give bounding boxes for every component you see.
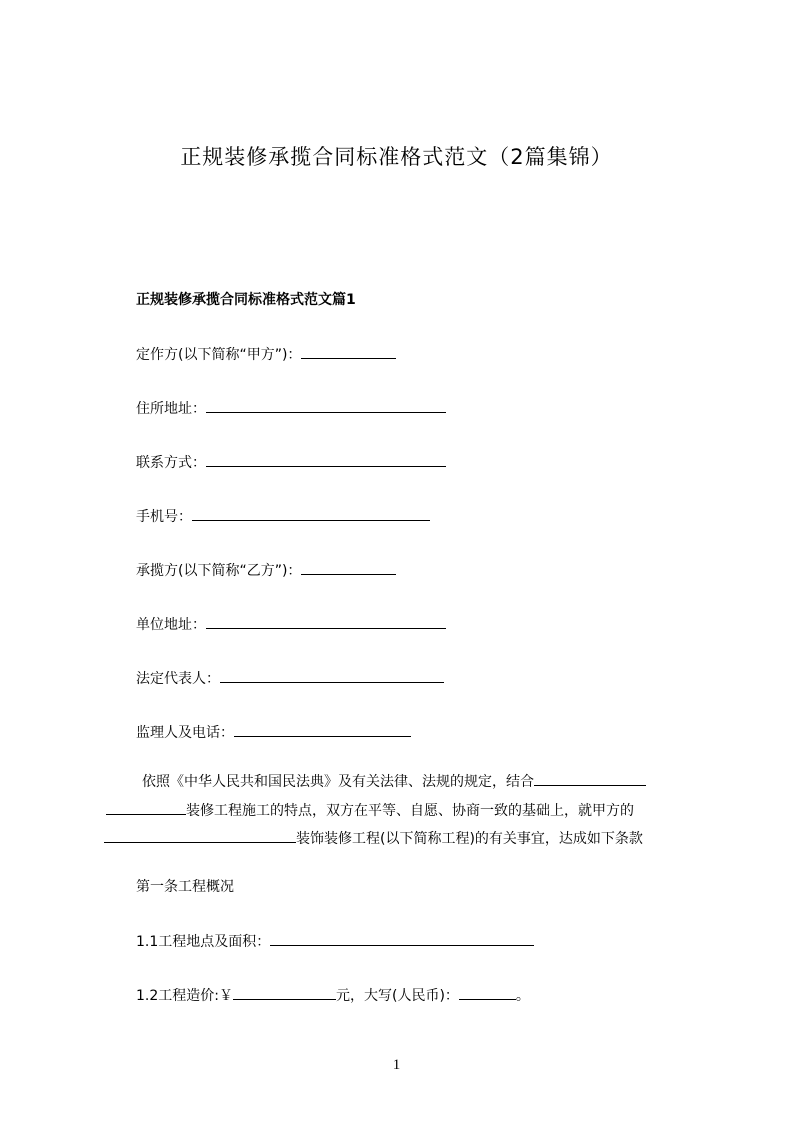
preamble-line-3	[104, 827, 643, 850]
preamble-text: 装修工程施工的特点，双方在平等、自愿、协商一致的基础上，就甲方的	[186, 803, 634, 819]
field-label: 定作方(以下简称“甲方”)：	[136, 347, 302, 363]
article-item-1	[136, 930, 534, 953]
preamble-text: 依照《中华人民共和国民法典》及有关法律、法规的规定，结合	[142, 774, 534, 790]
section-heading: 正规装修承揽合同标准格式范文篇1	[136, 292, 356, 308]
fill-in-blank[interactable]	[233, 984, 336, 1000]
fill-in-blank[interactable]	[206, 613, 446, 629]
field-client-address	[136, 397, 446, 420]
fill-in-blank[interactable]	[206, 451, 446, 467]
article-item-2	[136, 984, 530, 1007]
field-contractor	[136, 559, 396, 582]
field-label: 承揽方(以下简称“乙方”)：	[136, 563, 302, 579]
fill-in-blank[interactable]	[301, 559, 396, 575]
fill-in-blank[interactable]	[234, 721, 411, 737]
field-label: 单位地址：	[136, 617, 206, 633]
fill-in-blank[interactable]	[106, 799, 186, 815]
fill-in-blank[interactable]	[534, 770, 646, 786]
field-label: 住所地址：	[136, 401, 206, 417]
item-label: 1.1工程地点及面积：	[136, 934, 271, 950]
fill-in-blank[interactable]	[220, 667, 444, 683]
document-title: 正规装修承揽合同标准格式范文（2篇集锦）	[180, 145, 613, 169]
field-mobile	[136, 505, 430, 528]
item-text: 。	[515, 988, 530, 1004]
item-label: 1.2工程造价:￥	[136, 988, 233, 1004]
preamble-line-2	[106, 799, 634, 822]
field-legal-representative	[136, 667, 444, 690]
fill-in-blank[interactable]	[192, 505, 430, 521]
field-label: 手机号：	[136, 509, 192, 525]
field-label: 联系方式：	[136, 455, 206, 471]
fill-in-blank[interactable]	[270, 930, 534, 946]
page-number: 1	[392, 1057, 401, 1073]
field-label: 监理人及电话：	[136, 725, 234, 741]
article-heading: 第一条工程概况	[136, 879, 234, 895]
field-company-address	[136, 613, 446, 636]
field-client	[136, 343, 396, 366]
field-supervisor-phone	[136, 721, 411, 744]
field-contact	[136, 451, 446, 474]
preamble-line-1	[142, 770, 646, 793]
fill-in-blank[interactable]	[206, 397, 446, 413]
preamble-text: 装饰装修工程(以下简称工程)的有关事宜，达成如下条款	[296, 831, 643, 847]
item-text: 元，大写(人民币)：	[335, 988, 459, 1004]
field-label: 法定代表人：	[136, 671, 220, 687]
fill-in-blank[interactable]	[459, 984, 516, 1000]
fill-in-blank[interactable]	[301, 343, 396, 359]
fill-in-blank[interactable]	[104, 827, 296, 843]
